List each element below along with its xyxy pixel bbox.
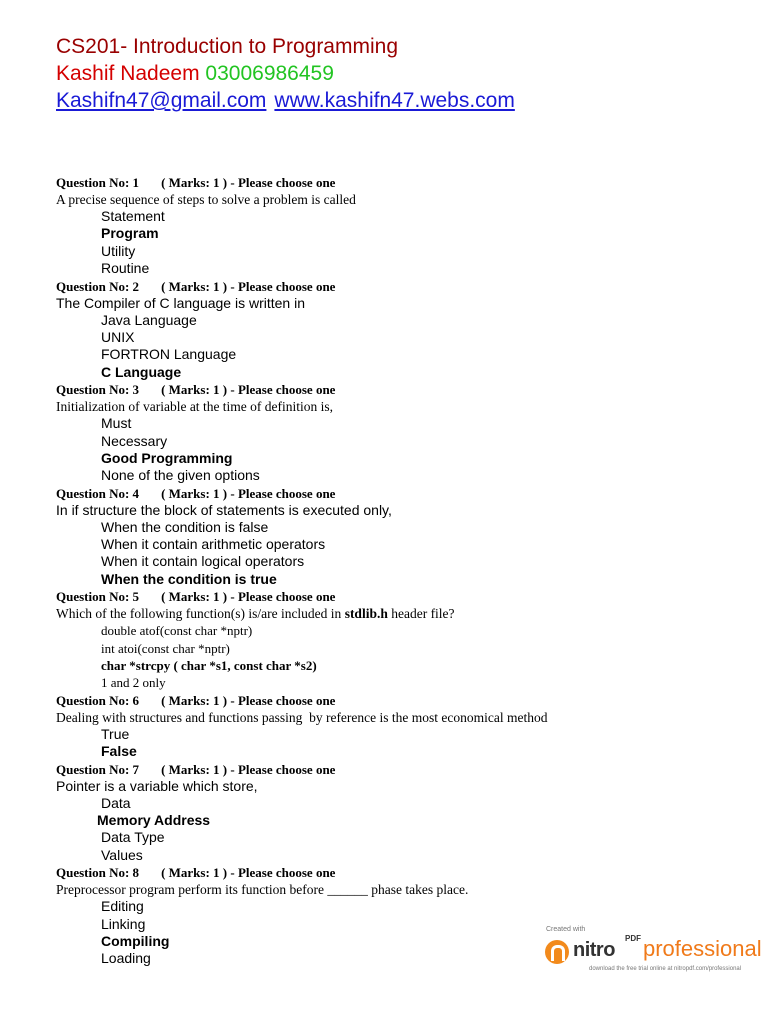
question-text: Which of the following function(s) is/are included in stdlib.h header file? xyxy=(56,606,455,622)
website-link[interactable]: www.kashifn47.webs.com xyxy=(274,89,515,112)
answer-option-correct: char *strcpy ( char *s1, const char *s2) xyxy=(101,658,317,674)
answer-option-correct: C Language xyxy=(101,363,182,380)
created-with-label: Created with xyxy=(546,926,586,933)
question-text: Initialization of variable at the time of definition is, xyxy=(56,399,334,415)
answer-option-correct: Memory Address xyxy=(97,811,211,828)
question-block xyxy=(56,485,736,589)
question-header xyxy=(56,485,736,502)
answer-option: double atof(const char *nptr) xyxy=(101,623,253,639)
answer-option: Data Type xyxy=(101,829,165,846)
answer-option: Loading xyxy=(101,950,151,967)
author-phone: 03006986459 xyxy=(205,62,334,85)
answer-option: FORTRON Language xyxy=(101,346,237,363)
nitro-pdf-badge xyxy=(545,926,765,978)
question-marks: ( Marks: 1 ) - Please choose one xyxy=(161,865,336,881)
author-line xyxy=(56,62,334,86)
question-marks: ( Marks: 1 ) - Please choose one xyxy=(161,761,336,777)
answer-option: Values xyxy=(101,846,143,863)
header-file-name: stdlib.h xyxy=(344,606,388,622)
answer-option: True xyxy=(101,725,130,742)
answer-option-correct: Compiling xyxy=(101,932,170,949)
question-number: Question No: 7 xyxy=(56,761,140,777)
question-block xyxy=(56,588,736,692)
answer-option: None of the given options xyxy=(101,467,260,484)
question-text: Preprocessor program perform its function before ______ phase takes place. xyxy=(56,882,469,898)
question-number: Question No: 6 xyxy=(56,692,140,708)
trial-tagline: download the free trial online at nitropdf.com/professional xyxy=(589,966,742,972)
answer-option-correct: Good Programming xyxy=(101,449,233,466)
nitro-logo-icon xyxy=(545,940,569,964)
question-header xyxy=(56,692,736,709)
question-number: Question No: 4 xyxy=(56,485,140,501)
answer-option: Utility xyxy=(101,242,136,259)
question-block xyxy=(56,381,736,485)
question-marks: ( Marks: 1 ) - Please choose one xyxy=(161,278,336,294)
answer-option: 1 and 2 only xyxy=(101,675,166,691)
answer-option: Necessary xyxy=(101,432,168,449)
question-number: Question No: 8 xyxy=(56,865,140,881)
question-number: Question No: 5 xyxy=(56,589,140,605)
question-marks: ( Marks: 1 ) - Please choose one xyxy=(161,175,336,190)
answer-option: Data xyxy=(101,794,131,811)
answer-option: Routine xyxy=(101,260,150,277)
answer-option: Editing xyxy=(101,898,144,915)
question-text: Dealing with structures and functions passing by reference is the most economical method xyxy=(56,709,548,725)
question-marks: ( Marks: 1 ) - Please choose one xyxy=(161,692,336,708)
question-header xyxy=(56,381,736,398)
question-block xyxy=(56,278,736,382)
question-block xyxy=(56,692,736,761)
question-text: Pointer is a variable which store, xyxy=(56,777,258,794)
answer-option-correct: False xyxy=(101,743,137,760)
question-text: The Compiler of C language is written in xyxy=(56,294,306,311)
question-number: Question No: 2 xyxy=(56,278,140,294)
answer-option-correct: When the condition is true xyxy=(101,570,277,587)
question-header xyxy=(56,761,736,778)
answer-option: int atoi(const char *nptr) xyxy=(101,640,230,656)
nitro-brand: nitro xyxy=(573,939,615,961)
contact-links xyxy=(56,89,515,113)
answer-option: When it contain logical operators xyxy=(101,553,305,570)
question-text: A precise sequence of steps to solve a problem is called xyxy=(56,192,356,207)
pdf-superscript: PDF xyxy=(625,934,641,943)
answer-option: Must xyxy=(101,415,132,432)
email-link[interactable]: Kashifn47@gmail.com xyxy=(56,89,267,112)
question-text: In if structure the block of statements is executed only, xyxy=(56,501,392,518)
answer-option: Linking xyxy=(101,915,146,932)
answer-option: UNIX xyxy=(101,328,135,345)
question-list xyxy=(56,174,736,968)
answer-option: Statement xyxy=(101,208,165,224)
question-number: Question No: 3 xyxy=(56,382,140,398)
question-header xyxy=(56,278,736,295)
course-title: CS201- Introduction to Programming xyxy=(56,35,398,58)
question-block xyxy=(56,174,736,278)
question-block xyxy=(56,761,736,865)
question-number: Question No: 1 xyxy=(56,175,140,190)
professional-label: professional xyxy=(643,936,762,961)
question-marks: ( Marks: 1 ) - Please choose one xyxy=(161,485,336,501)
answer-option-correct: Program xyxy=(101,225,159,242)
answer-option: Java Language xyxy=(101,311,197,328)
author-name: Kashif Nadeem xyxy=(56,62,200,85)
question-header xyxy=(56,588,736,605)
answer-option: When the condition is false xyxy=(101,518,269,535)
answer-option: When it contain arithmetic operators xyxy=(101,536,326,553)
question-marks: ( Marks: 1 ) - Please choose one xyxy=(161,382,336,398)
question-header xyxy=(56,864,736,881)
question-header xyxy=(56,174,736,191)
question-marks: ( Marks: 1 ) - Please choose one xyxy=(161,589,336,605)
